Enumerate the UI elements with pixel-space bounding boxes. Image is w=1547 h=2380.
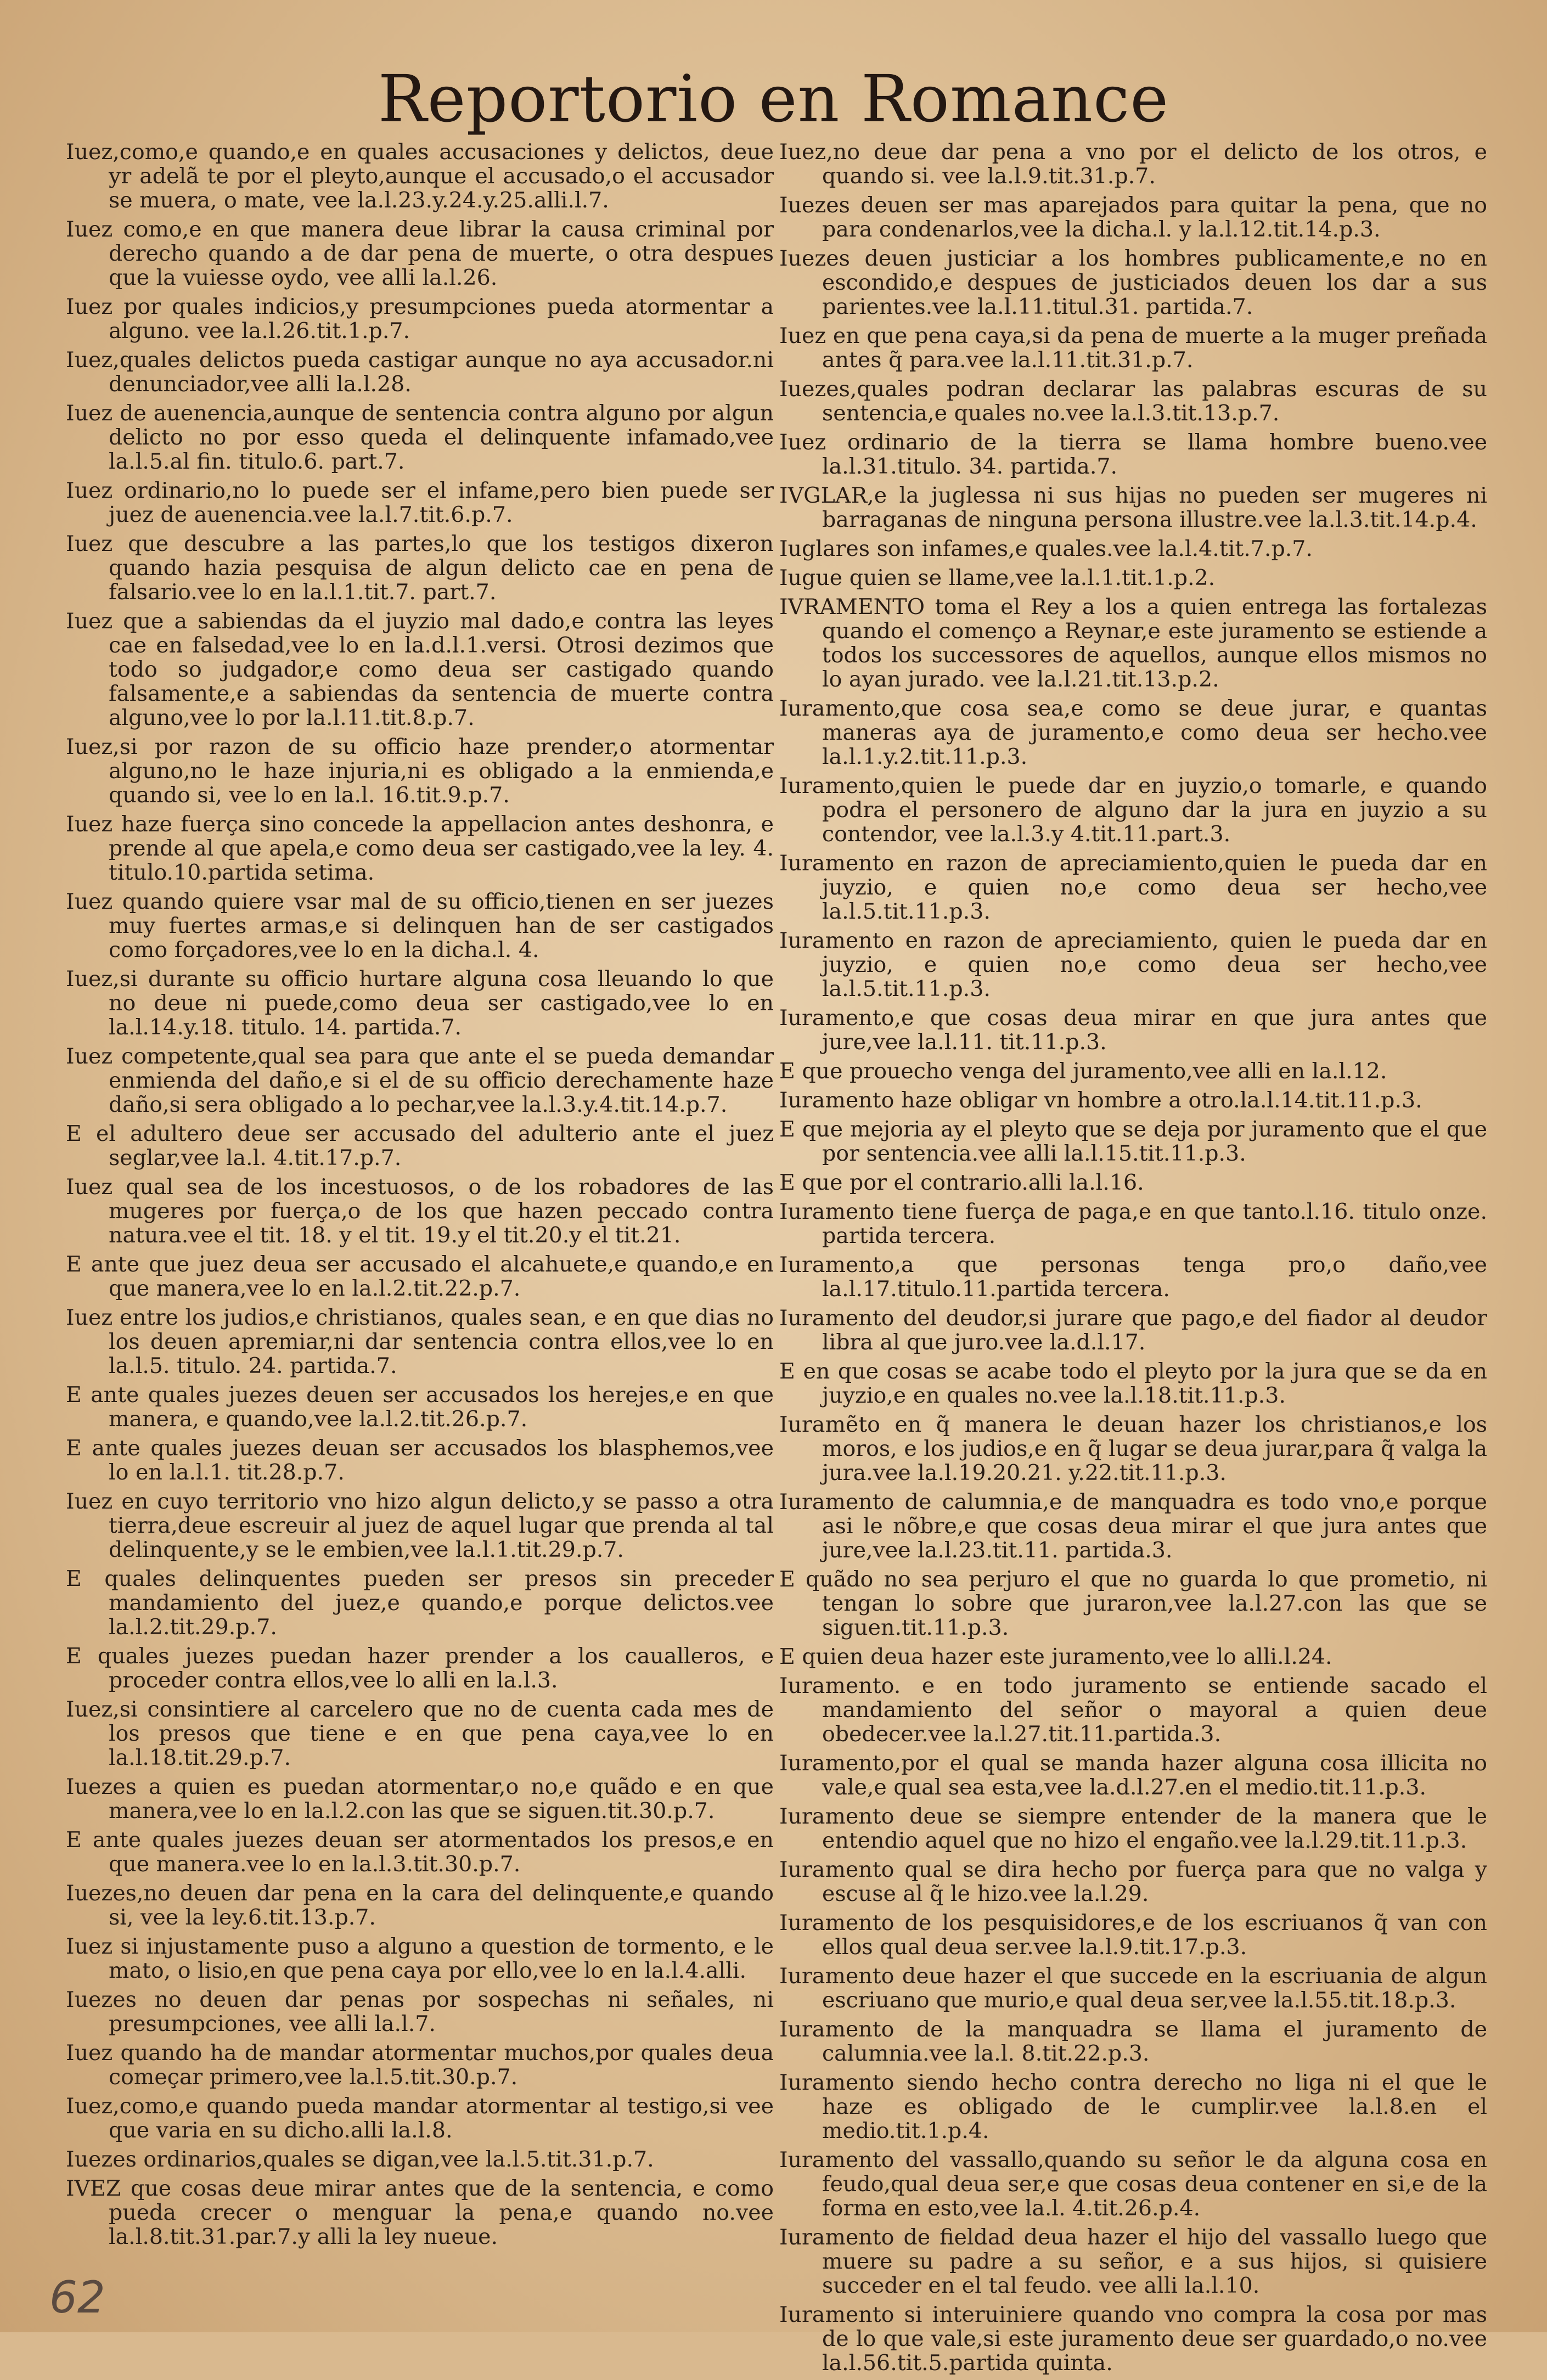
- handwritten-page-number: 62: [49, 2272, 105, 2323]
- index-entry: Iuramento siendo hecho contra derecho no liga ni el que le haze es obligado de le cumplir.vee la.l.8.en el medio.tit.1.p.4.: [779, 2070, 1487, 2143]
- index-entry: Iuramento de la manquadra se llama el juramento de calumnia.vee la.l. 8.tit.22.p.3.: [779, 2017, 1487, 2066]
- index-entry: E el adultero deue ser accusado del adulterio ante el juez seglar,vee la.l. 4.tit.17.p.7.: [66, 1121, 774, 1171]
- index-entry: IVGLAR,e la juglessa ni sus hijas no pueden ser mugeres ni barraganas de ninguna persona illustre.vee la.l.3.tit.14.p.4.: [779, 483, 1487, 532]
- index-entry: Iuezes deuen ser mas aparejados para quitar la pena, que no para condenarlos,vee la dicha.l. y la.l.12.tit.14.p.3.: [779, 193, 1487, 242]
- page-title: Reportorio en Romance: [378, 61, 1169, 137]
- index-entry: Iuez que descubre a las partes,lo que los testigos dixeron quando hazia pesquisa de algun delicto cae en pena de falsario.vee lo en la.l.1.tit.7. part.7.: [66, 531, 774, 605]
- index-entry: Iuez,si consintiere al carcelero que no de cuenta cada mes de los presos que tiene e en que pena caya,vee lo en la.l.18.tit.29.p.7.: [66, 1697, 774, 1770]
- index-entry: Iuezes no deuen dar penas por sospechas ni señales, ni presumpciones, vee alli la.l.7.: [66, 1987, 774, 2036]
- index-entry: Iuez que a sabiendas da el juyzio mal dado,e contra las leyes cae en falsedad,vee lo en la.d.l.1.versi. Otrosi dezimos que todo so judgador,e como deua ser castigado quando falsamente,e a sabiendas da sentencia de muerte contra alguno,vee lo por la.l.11.tit.8.p.7.: [66, 609, 774, 730]
- index-entry: E ante quales juezes deuan ser atormentados los presos,e en que manera.vee lo en la.l.3.tit.30.p.7.: [66, 1827, 774, 1877]
- index-entry: Iuezes a quien es puedan atormentar,o no,e quãdo e en que manera,vee lo en la.l.2.con las que se siguen.tit.30.p.7.: [66, 1774, 774, 1824]
- index-entry: Iuramento deue se siempre entender de la manera que le entendio aquel que no hizo el engaño.vee la.l.29.tit.11.p.3.: [779, 1804, 1487, 1853]
- index-entry: E en que cosas se acabe todo el pleyto por la jura que se da en juyzio,e en quales no.vee la.l.18.tit.11.p.3.: [779, 1359, 1487, 1408]
- index-entry: E quãdo no sea perjuro el que no guarda lo que prometio, ni tengan lo sobre que juraron,vee la.l.27.con las que se siguen.tit.11.p.3.: [779, 1567, 1487, 1640]
- index-entry: Iuez,como,e quando,e en quales accusaciones y delictos, deue yr adelã te por el pleyto,aunque el accusado,o el accusador se muera, o mate, vee la.l.23.y.24.y.25.alli.l.7.: [66, 139, 774, 213]
- index-entry: Iuez haze fuerça sino concede la appellacion antes deshonra, e prende al que apela,e como deua ser castigado,vee la ley. 4. titulo.10.partida setima.: [66, 812, 774, 885]
- index-entry: IVRAMENTO toma el Rey a los a quien entrega las fortalezas quando el començo a Reynar,e este juramento se estiende a todos los successores de aquellos, aunque ellos mismos no lo ayan jurado. vee la.l.21.tit.13.p.2.: [779, 594, 1487, 692]
- index-entry: Iugue quien se llame,vee la.l.1.tit.1.p.2.: [779, 565, 1216, 590]
- index-entry: Iuramento de los pesquisidores,e de los escriuanos q̃ van con ellos qual deua ser.vee la.l.9.tit.17.p.3.: [779, 1910, 1487, 1960]
- index-entry: Iuramento,por el qual se manda hazer alguna cosa illicita no vale,e qual sea esta,vee la.d.l.27.en el medio.tit.11.p.3.: [779, 1751, 1487, 1800]
- index-entry: Iuramento,e que cosas deua mirar en que jura antes que jure,vee la.l.11. tit.11.p.3.: [779, 1005, 1487, 1055]
- index-entry: Iuramento si interuiniere quando vno compra la cosa por mas de lo que vale,si este juramento deue ser guardado,o no.vee la.l.56.tit.5.partida quinta.: [779, 2302, 1487, 2376]
- index-entry: Iuramento del deudor,si jurare que pago,e del fiador al deudor libra al que juro.vee la.d.l.17.: [779, 1306, 1487, 1355]
- index-entry: Iuez en cuyo territorio vno hizo algun delicto,y se passo a otra tierra,deue escreuir al juez de aquel lugar que prenda al tal delinquente,y se le embien,vee la.l.1.tit.29.p.7.: [66, 1489, 774, 1562]
- index-entry: Iuez por quales indicios,y presumpciones pueda atormentar a alguno. vee la.l.26.tit.1.p.7.: [66, 294, 774, 344]
- index-entry: Iuez como,e en que manera deue librar la causa criminal por derecho quando a de dar pena de muerte, o otra despues que la vuiesse oydo, vee alli la.l.26.: [66, 217, 774, 290]
- index-entry: E que prouecho venga del juramento,vee alli en la.l.12.: [779, 1059, 1387, 1084]
- index-entry: Iuez,si durante su officio hurtare alguna cosa lleuando lo que no deue ni puede,como deua ser castigado,vee lo en la.l.14.y.18. titulo. 14. partida.7.: [66, 966, 774, 1040]
- index-entry: Iuezes,no deuen dar pena en la cara del delinquente,e quando si, vee la ley.6.tit.13.p.7.: [66, 1881, 774, 1930]
- index-entry: Iuramento,quien le puede dar en juyzio,o tomarle, e quando podra el personero de alguno dar la jura en juyzio a su contendor, vee la.l.3.y 4.tit.11.part.3.: [779, 773, 1487, 847]
- index-entry: Iuez en que pena caya,si da pena de muerte a la muger preñada antes q̃ para.vee la.l.11.tit.31.p.7.: [779, 323, 1487, 373]
- index-entry: E quales delinquentes pueden ser presos sin preceder mandamiento del juez,e quando,e porque delictos.vee la.l.2.tit.29.p.7.: [66, 1566, 774, 1640]
- index-entry: E que por el contrario.alli la.l.16.: [779, 1170, 1144, 1195]
- index-entry: Iuez,si por razon de su officio haze prender,o atormentar alguno,no le haze injuria,ni es obligado a la enmienda,e quando si, vee lo en la.l. 16.tit.9.p.7.: [66, 734, 774, 808]
- index-entry: Iuramento en razon de apreciamiento,quien le pueda dar en juyzio, e quien no,e como deua ser hecho,vee la.l.5.tit.11.p.3.: [779, 851, 1487, 924]
- index-entry: Iuramento,a que personas tenga pro,o daño,vee la.l.17.titulo.11.partida tercera.: [779, 1252, 1487, 1302]
- index-entry: Iuez quando ha de mandar atormentar muchos,por quales deua começar primero,vee la.l.5.tit.30.p.7.: [66, 2040, 774, 2090]
- index-entry: Iuez,no deue dar pena a vno por el delicto de los otros, e quando si. vee la.l.9.tit.31.p.7.: [779, 139, 1487, 189]
- index-entry: Iuramento,que cosa sea,e como se deue jurar, e quantas maneras aya de juramento,e como deua ser hecho.vee la.l.1.y.2.tit.11.p.3.: [779, 696, 1487, 769]
- index-entry: Iuramento. e en todo juramento se entiende sacado el mandamiento del señor o mayoral a quien deue obedecer.vee la.l.27.tit.11.partida.3.: [779, 1673, 1487, 1747]
- index-entry: Iuramento del vassallo,quando su señor le da alguna cosa en feudo,qual deua ser,e que cosas deua contener en si,e de la forma en esto,vee la.l. 4.tit.26.p.4.: [779, 2147, 1487, 2221]
- index-entry: Iuramento tiene fuerça de paga,e en que tanto.l.16. titulo onze. partida tercera.: [779, 1199, 1487, 1248]
- index-entry: Iuez competente,qual sea para que ante el se pueda demandar enmienda del daño,e si el de su officio derechamente haze daño,si sera obligado a lo pechar,vee la.l.3.y.4.tit.14.p.7.: [66, 1044, 774, 1117]
- index-entry: E ante quales juezes deuan ser accusados los blasphemos,vee lo en la.l.1. tit.28.p.7.: [66, 1436, 774, 1485]
- index-entry: Iuez entre los judios,e christianos, quales sean, e en que dias no los deuen apremiar,ni dar sentencia contra ellos,vee lo en la.l.5. titulo. 24. partida.7.: [66, 1305, 774, 1379]
- index-entry: Iuez si injustamente puso a alguno a question de tormento, e le mato, o lisio,en que pena caya por ello,vee lo en la.l.4.alli.: [66, 1934, 774, 1983]
- index-entry: Iuramento qual se dira hecho por fuerça para que no valga y escuse al q̃ le hizo.vee la.l.29.: [779, 1857, 1487, 1906]
- index-entry: E quien deua hazer este juramento,vee lo alli.l.24.: [779, 1644, 1332, 1669]
- index-entry: E quales juezes puedan hazer prender a los caualleros, e proceder contra ellos,vee lo alli en la.l.3.: [66, 1644, 774, 1693]
- index-entry: Iuez de auenencia,aunque de sentencia contra alguno por algun delicto no por esso queda el delinquente infamado,vee la.l.5.al fin. titulo.6. part.7.: [66, 401, 774, 474]
- index-entry: Iuezes deuen justiciar a los hombres publicamente,e no en escondido,e despues de justiciados deuen los dar a sus parientes.vee la.l.11.titul.31. partida.7.: [779, 246, 1487, 319]
- index-entry: Iuez,quales delictos pueda castigar aunque no aya accusador.ni denunciador,vee alli la.l.28.: [66, 347, 774, 397]
- index-entry: Iuez ordinario,no lo puede ser el infame,pero bien puede ser juez de auenencia.vee la.l.7.tit.6.p.7.: [66, 478, 774, 527]
- left-column: [66, 140, 774, 2254]
- index-entry: Iuramento de fieldad deua hazer el hijo del vassallo luego que muere su padre a su señor, e a sus hijos, si quisiere succeder en el tal feudo. vee alli la.l.10.: [779, 2225, 1487, 2298]
- index-entry: IVEZ que cosas deue mirar antes que de la sentencia, e como pueda crecer o menguar la pena,e quando no.vee la.l.8.tit.31.par.7.y alli la ley nueue.: [66, 2176, 774, 2249]
- index-entry: Iuez quando quiere vsar mal de su officio,tienen en ser juezes muy fuertes armas,e si delinquen han de ser castigados como forçadores,vee lo en la dicha.l. 4.: [66, 889, 774, 963]
- index-entry: Iuez ordinario de la tierra se llama hombre bueno.vee la.l.31.titulo. 34. partida.7.: [779, 430, 1487, 479]
- index-entry: Iuglares son infames,e quales.vee la.l.4.tit.7.p.7.: [779, 536, 1313, 561]
- index-entry: E ante que juez deua ser accusado el alcahuete,e quando,e en que manera,vee lo en la.l.2.tit.22.p.7.: [66, 1252, 774, 1301]
- index-entry: Iuramento en razon de apreciamiento, quien le pueda dar en juyzio, e quien no,e como deua ser hecho,vee la.l.5.tit.11.p.3.: [779, 928, 1487, 1001]
- index-entry: Iuramẽto en q̃ manera le deuan hazer los christianos,e los moros, e los judios,e en q̃ lugar se deua jurar,para q̃ valga la jura.vee la.l.19.20.21. y.22.tit.11.p.3.: [779, 1412, 1487, 1486]
- index-entry: Iuez qual sea de los incestuosos, o de los robadores de las mugeres por fuerça,o de los que hazen peccado contra natura.vee el tit. 18. y el tit. 19.y el tit.20.y el tit.21.: [66, 1174, 774, 1248]
- index-entry: Iuez,como,e quando pueda mandar atormentar al testigo,si vee que varia en su dicho.alli la.l.8.: [66, 2094, 774, 2143]
- index-entry: Iuezes,quales podran declarar las palabras escuras de su sentencia,e quales no.vee la.l.3.tit.13.p.7.: [779, 376, 1487, 426]
- right-column: [779, 140, 1487, 2380]
- index-entry: Iuramento haze obligar vn hombre a otro.la.l.14.tit.11.p.3.: [779, 1088, 1422, 1113]
- index-entry: Iuramento deue hazer el que succede en la escriuania de algun escriuano que murio,e qual deua ser,vee la.l.55.tit.18.p.3.: [779, 1963, 1487, 2013]
- index-entry: Iuezes ordinarios,quales se digan,vee la.l.5.tit.31.p.7.: [66, 2147, 654, 2172]
- index-entry: Iuramento de calumnia,e de manquadra es todo vno,e porque asi le nõbre,e que cosas deua mirar el que jura antes que jure,vee la.l.23.tit.11. partida.3.: [779, 1489, 1487, 1563]
- index-entry: E ante quales juezes deuen ser accusados los herejes,e en que manera, e quando,vee la.l.2.tit.26.p.7.: [66, 1382, 774, 1432]
- index-entry: E que mejoria ay el pleyto que se deja por juramento que el que por sentencia.vee alli la.l.15.tit.11.p.3.: [779, 1117, 1487, 1166]
